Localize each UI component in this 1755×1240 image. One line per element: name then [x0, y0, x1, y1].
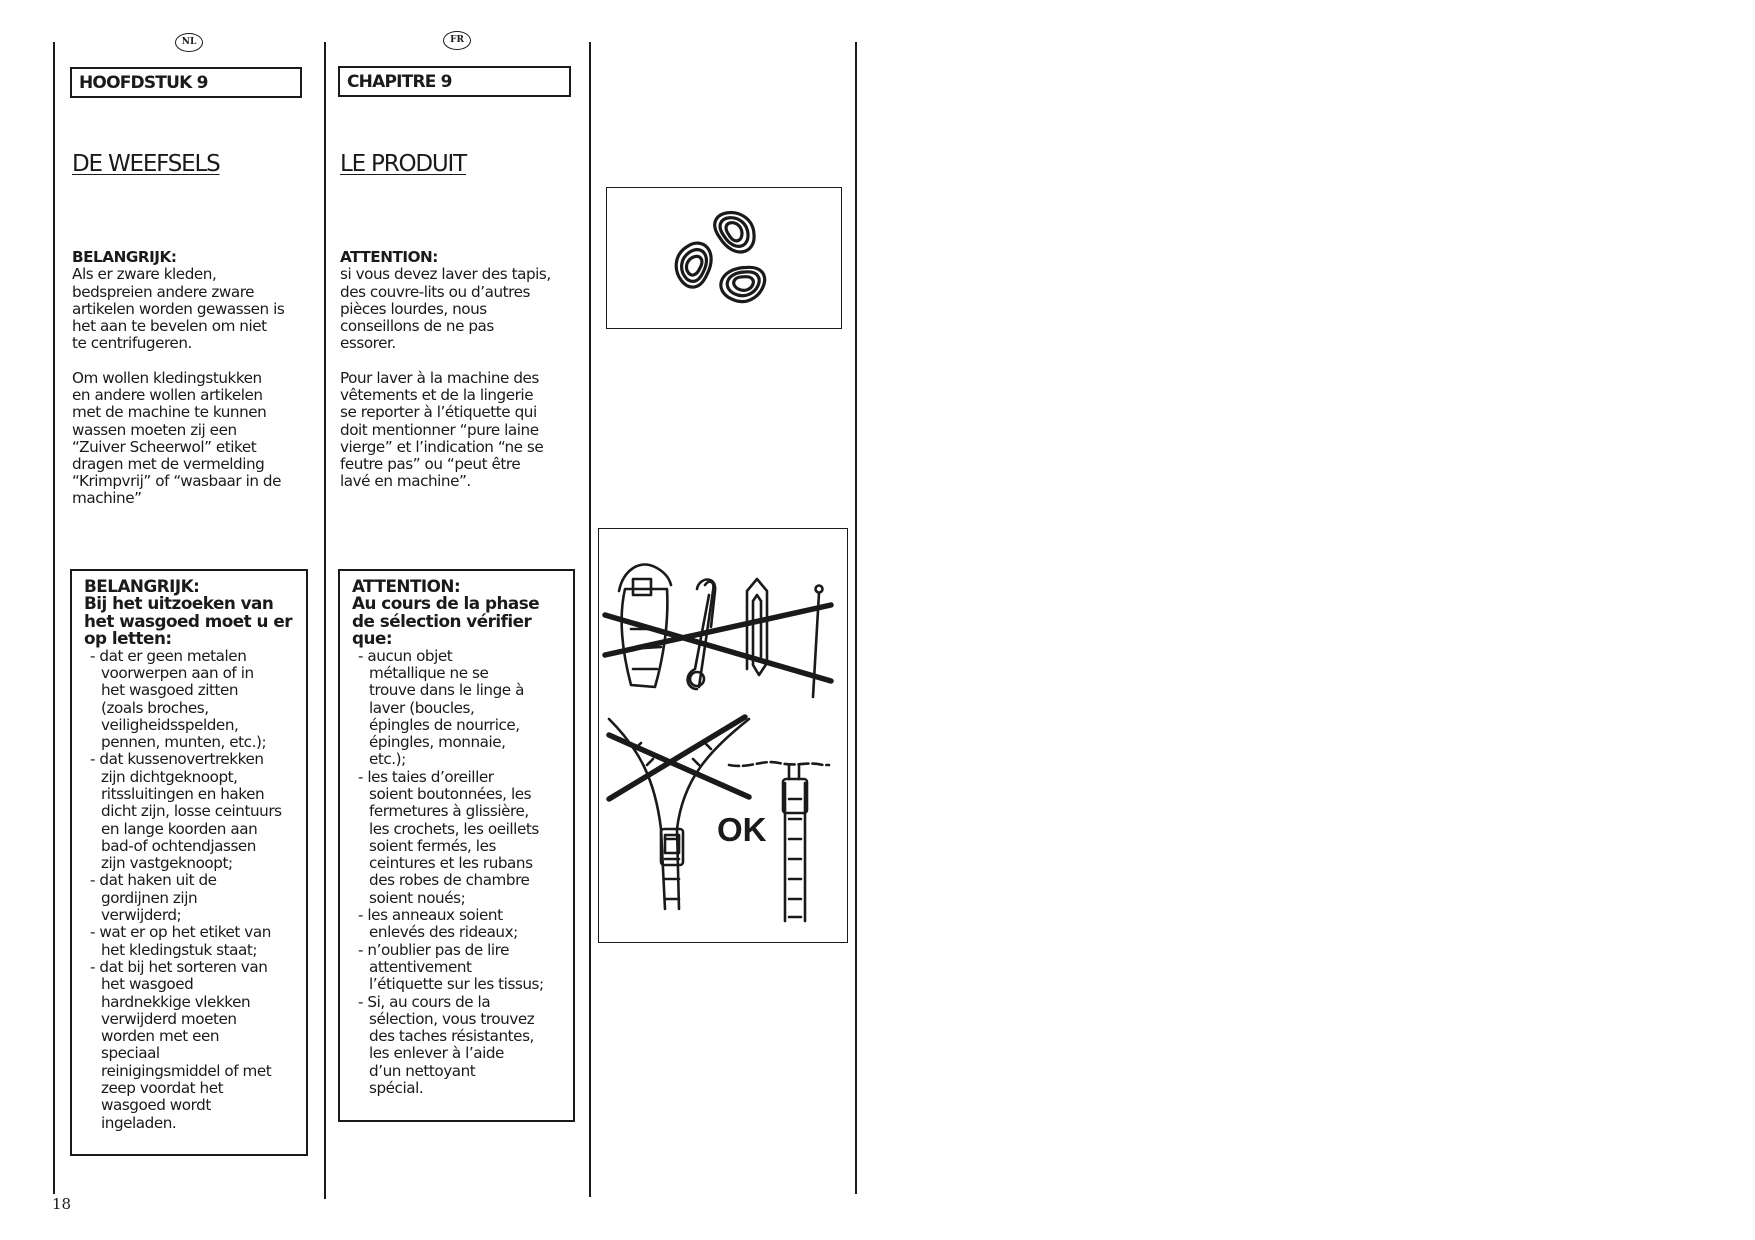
fr-warning-text: si vous devez laver des tapis, des couvre-lits ou d’autres pièces lourdes, nous conseillons de ne pas essorer.: [340, 265, 551, 353]
list-item: - n’oublier pas de lire attentivement l’étiquette sur les tissus;: [358, 940, 544, 994]
list-item: - dat er geen metalen voorwerpen aan of in het wasgoed zitten (zoals broches, veiligheidsspelden, pennen, munten, etc.);: [90, 646, 267, 752]
column-rule-right: [855, 42, 857, 1194]
sorting-illustration-drawing: [599, 529, 847, 942]
list-item: - les anneaux soient enlevés des rideaux;: [358, 906, 518, 942]
list-item: - Si, au cours de la sélection, vous trouvez des taches résistantes, les enlever à l’aide d’un nettoyant spécial.: [358, 992, 535, 1098]
nl-language-badge: NL: [175, 33, 203, 52]
nl-wool-paragraph: Om wollen kledingstukken en andere wollen artikelen met de machine te kunnen wassen moeten zij een “Zuiver Scheerwol” etiket dragen met de vermelding “Krimpvrij” of “wasbaar in de machine”: [72, 369, 281, 508]
wool-icon: [607, 188, 841, 328]
fr-warning-label: ATTENTION:: [340, 248, 438, 267]
list-item: - dat haken uit de gordijnen zijn verwijderd;: [90, 871, 217, 925]
list-item: - dat bij het sorteren van het wasgoed hardnekkige vlekken verwijderd moeten worden met een speciaal reinigingsmiddel of met zeep voordat het wasgoed wordt ingeladen.: [90, 957, 272, 1132]
nl-section-heading: DE WEEFSELS: [72, 151, 220, 177]
wool-symbol-figure: [606, 187, 842, 329]
nl-warning-paragraph: [72, 232, 322, 352]
prohibited-cross-icon: [609, 717, 749, 799]
fr-section-heading: LE PRODUIT: [340, 151, 466, 177]
fr-checklist-box: [338, 569, 575, 1122]
fr-wool-paragraph: Pour laver à la machine des vêtements et de la lingerie se reporter à l’étiquette qui doit mentionner “pure laine vierge” et l’indication “ne se feutre pas” ou “peut être lavé en machine”.: [340, 369, 544, 491]
nl-chapter-title: HOOFDSTUK 9: [70, 67, 302, 98]
list-item: - dat kussenovertrekken zijn dichtgeknoopt, ritssluitingen en haken dicht zijn, losse ceintuurs en lange koorden aan bad-of ochtendjassen zijn vastgeknoopt;: [90, 750, 282, 873]
nl-checklist-box: [70, 569, 308, 1156]
list-item: - les taies d’oreiller soient boutonnées, les fermetures à glissière, les crochets, les oeillets soient fermés, les ceintures et les rubans des robes de chambre soient noués;: [358, 767, 539, 907]
column-rule-left: [53, 42, 55, 1194]
fr-warning-paragraph: [340, 232, 588, 352]
nl-warning-label: BELANGRIJK:: [72, 248, 177, 267]
list-item: - aucun objet métallique ne se trouve dans le linge à laver (boucles, épingles de nourrice, épingles, monnaie, etc.);: [358, 646, 524, 769]
nl-checklist: [84, 648, 300, 1132]
fr-language-badge: FR: [443, 31, 471, 50]
fr-checklist-title: ATTENTION: Au cours de la phase de sélection vérifier que:: [352, 576, 540, 649]
fr-checklist: [352, 648, 567, 1098]
column-rule-fr-fig: [589, 42, 591, 1197]
nl-checklist-title: BELANGRIJK: Bij het uitzoeken van het wasgoed moet u er op letten:: [84, 576, 292, 649]
column-rule-nl-fr: [324, 42, 326, 1199]
nl-warning-text: Als er zware kleden, bedspreien andere zware artikelen worden gewassen is het aan te bevelen om niet te centrifugeren.: [72, 265, 285, 353]
page-number: 18: [52, 1195, 72, 1213]
sorting-illustration: [598, 528, 848, 943]
fr-chapter-title: CHAPITRE 9: [338, 66, 571, 97]
list-item: - wat er op het etiket van het kledingstuk staat;: [90, 923, 271, 959]
ok-label: OK: [717, 811, 767, 848]
